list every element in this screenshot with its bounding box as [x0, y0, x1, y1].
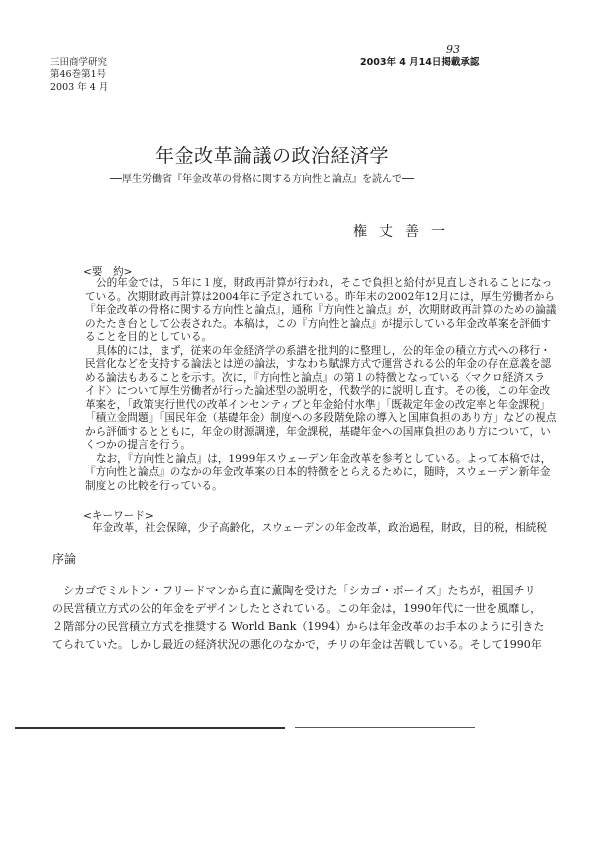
abstract-line: 民営化などを支持する論法とは逆の論法，すなわち賦課方式で運営される公的年金の存在意義を認 — [85, 358, 552, 370]
body-line: シカゴでミルトン・フリードマンから直に薫陶を受けた「シカゴ・ボーイズ」たちが，祖国チリ — [63, 584, 536, 597]
abstract-line: める論法もあることを示す。次に，『方向性と論点』の第１の特徴となっている〈マクロ経済スラ — [85, 371, 545, 384]
acceptance-date: 2003年 4 月14日掲載承認 — [360, 57, 480, 68]
journal-volume: 第46巻第1号 — [50, 69, 107, 80]
abstract-line: 具体的には，まず，従来の年金経済学の系譜を批判的に整理し，公的年金の積立方式への移行・ — [96, 344, 551, 357]
abstract-line: ることを目的としている。 — [85, 331, 213, 343]
abstract-line: 制度との比較を行っている。 — [85, 479, 223, 492]
footnote-divider — [15, 727, 285, 729]
abstract-line: 『方向性と論点』のなかの年金改革案の日本的特徴をとらえるために，随時，スウェーデン新年金 — [85, 466, 551, 478]
keywords-heading: <キーワード> — [83, 510, 154, 522]
abstract-line: 公的年金では，５年に１度，財政再計算が行われ，そこで負担と給付が見直しされることになっ — [96, 277, 553, 289]
abstract-line: から評価するとともに，年金の財源調達，年金課税，基礎年金への国庫負担のあり方について，い — [85, 425, 551, 438]
abstract-line: イド〉について厚生労働者が行った論述型の説明を，代数学的に説明し直す。その後，この年金改 — [85, 385, 551, 397]
footnote-divider-faint — [295, 727, 475, 728]
abstract-line: 『年金改革の骨格に関する方向性と論点』，通称『方向性と論点』が，次期財政再計算のための論議 — [85, 304, 557, 316]
journal-name: 三田商学研究 — [50, 57, 108, 68]
abstract-line: のたたき台として公表された。本稿は，この『方向性と論点』が提示している年金改革案を評価す — [85, 317, 552, 330]
paper-subtitle: ──厚生労働省『年金改革の骨格に関する方向性と論点』を読んで── — [110, 174, 415, 185]
abstract-line: 革案を，「政策実行世代の改革インセンティブと年金給付水準」「既裁定年金の改定率と年金課税」 — [85, 398, 551, 411]
journal-date: 2003 年 4 月 — [50, 82, 109, 93]
body-line: ２階部分の民営積立方式を推奨する World Bank（1994）からは年金改革のお手本のように引きた — [52, 620, 545, 633]
paper-title: 年金改革論議の政治経済学 — [155, 145, 390, 167]
abstract-heading: <要 約> — [83, 266, 133, 278]
author-name: 権丈善一 — [353, 224, 457, 240]
body-line: の民営積立方式の公的年金をデザインしたとされている。この年金は，1990年代に一世を風靡し， — [52, 602, 542, 615]
body-line: てられていた。しかし最近の経済状況の悪化のなかで，チリの年金は苦戦している。そして1990年 — [52, 638, 542, 651]
abstract-line: なお，『方向性と論点』は，1999年スウェーデン年金改革を参考としている。よって本稿では， — [96, 452, 552, 465]
page-number: 93 — [446, 43, 460, 56]
abstract-line: くつかの提言を行う。 — [85, 439, 191, 451]
section-heading: 序論 — [52, 552, 77, 566]
abstract-line: 「積立金問題」「国民年金（基礎年金）制度への多段階免除の導入と国庫負担のあり方」などの視点 — [85, 412, 557, 424]
abstract-line: ている。次期財政再計算は2004年に予定されている。昨年末の2002年12月には，厚生労働者から — [85, 290, 555, 303]
keywords-list: 年金改革，社会保障，少子高齢化，スウェーデンの年金改革，政治過程，財政，目的税，相続税 — [92, 522, 547, 534]
